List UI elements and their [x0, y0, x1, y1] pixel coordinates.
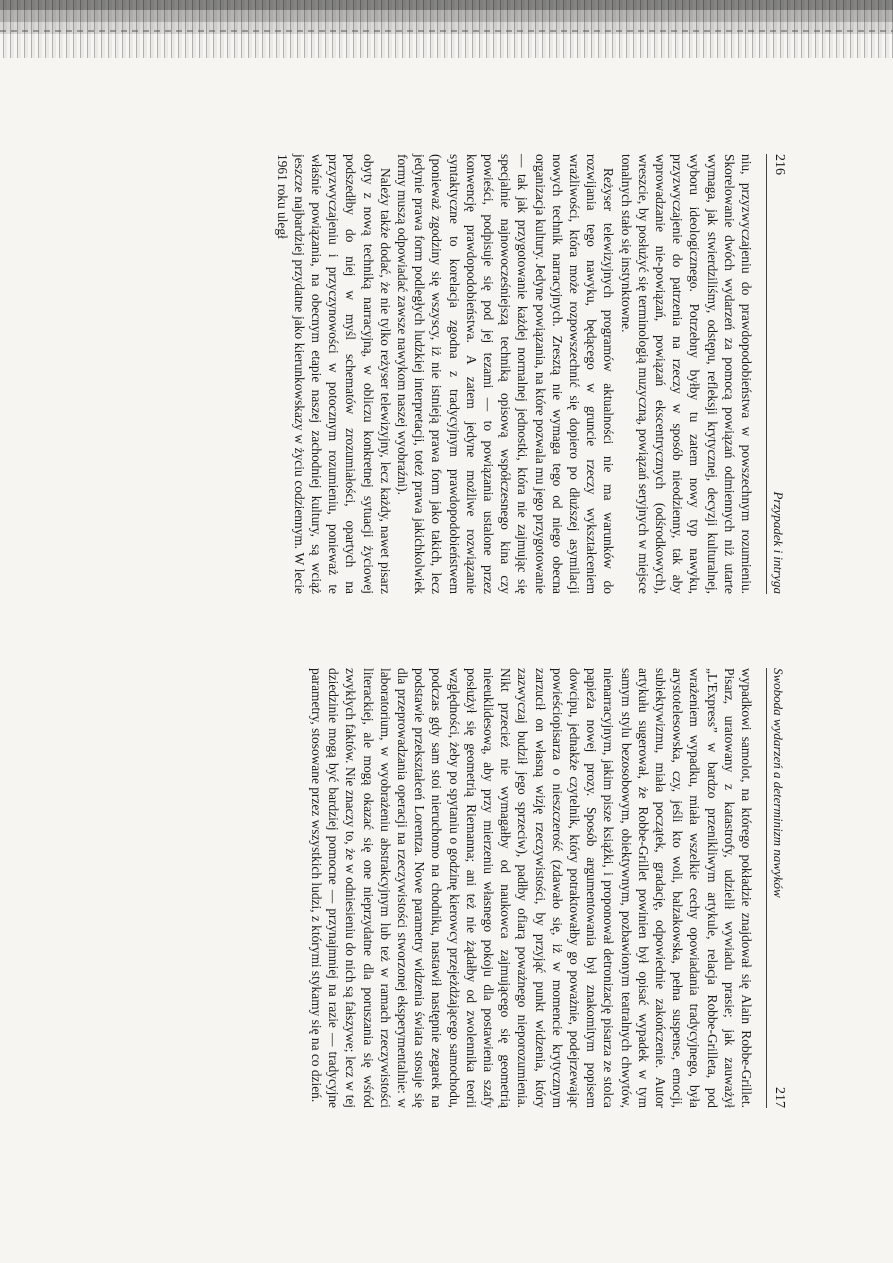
- paragraph: Reżyser telewizyjnych programów aktualności nie ma warunków do rozwijania tego nawyku, będącego w gruncie rzeczy wykształceniem wrażliwości, która może rozpowszechnić się dopiero po dłuższej asymilacji nowych technik narracyjnych. Zresztą nie wymaga tego od niego obecna organizacja kultury. Jedyne powiązania, na które pozwala mu jego przygotowanie — tak jak przygotowanie każdej normalnej jednostki, która nie zajmując się specjalnie najnowocześniejszą techniką opisową współczesnego kina czy powieści, podpisuje się pod jej tezami — to powiązania ustalone przez konwencję prawdopodobieństwa. A zatem jedyne możliwe rozwiązanie syntaktyczne to korelacja zgodna z tradycyjnym prawdopodobieństwem (ponieważ zgodziny się wszyscy, iż nie istnieją prawa form jako takich, lecz jedynie prawa form podległych ludzkiej interpretacji, toteż prawa jakichkolwiek formy muszą odpowiadać zawsze nawykom naszej wyobraźni).: [394, 154, 617, 594]
- running-head-title-left: Przypadek i intryga: [771, 491, 786, 594]
- left-running-head: [766, 154, 789, 594]
- right-running-head: [766, 668, 789, 1108]
- left-page: [105, 154, 795, 594]
- right-body-text: [308, 668, 755, 1108]
- running-head-title-right: Swoboda wydarzeń a determinizm nawyków: [771, 668, 786, 898]
- page-number-right: 217: [772, 1087, 787, 1108]
- paragraph: wypadkowi samolot, na którego pokładzie znajdował się Alain Robbe-Grillet. Pisarz, uratowany z katastrofy, udzielił wywiadu prasie; jak zauważył „L'Express” w bardzo przenikliwym artykule, relacja Robbe-Grilleta, pod wrażeniem wypadku, miała wszelkie cechy opowiadania tradycyjnego, była arystotelesowska, czy, jeśli kto woli, balzakowska, pełna suspense, emocji, subiektywizmu, miała początek, gradację, odpowiednie zakończenie. Autor artykułu sugerował, że Robbe-Grillet powinien był opisać wypadek w tym samym stylu bezosobowym, obiektywnym, pozbawionym teatralnych chwytów, nienarracyjnym, jakim pisze książki, i proponował detronizację pisarza ze stolca papieża nowej prozy. Sposób argumentowania był znakomitym popisem dowcipu, jednakże czytelnik, który potraktowałby go poważnie, podejrzewając powieściopisarza o nieszczerość (zdawało się, iż w momencie krytycznym zarzucił on własną wizję rzeczywistości, by przyjąć punkt widzenia, który zazwyczaj budził jego sprzeciw), padłby ofiarą poważnego nieporozumienia. Nikt przecież nie wymagałby od naukowca zajmującego się geometrią nieeuklidesową, aby przy mierzeniu własnego pokoju dla postawienia szafy posłużył się geometrią Riemanna; ani też nie żądałby od zwolennika teorii względności, żeby po spytaniu o godzinę kierowcy przejeżdżającego samochodu, podczas gdy sam stoi nieruchomo na chodniku, nastawił następnie zegarek na podstawie przekształceń Lorentza. Nowe parametry widzenia świata stosuje się dla przeprowadzania operacji na rzeczywistości stworzonej eksperymentalnie: w laboratorium, w wyobrażeniu abstrakcyjnym lub też w ramach rzeczywistości literackiej, ale mogą okazać się one nieprzydatne dla poruszania się wśród zwykłych faktów. Nie znaczy to, że w odniesieniu do nich są fałszywe; lecz w tej dziedzinie mogą być bardziej pomocne — przynajmniej na razie — tradycyjne parametry, stosowane przez wszystkich ludzi, z którymi stykamy się na co dzień.: [308, 668, 754, 1108]
- left-body-text: [273, 154, 755, 594]
- paragraph: Należy także dodać, że nie tylko reżyser telewizyjny, lecz każdy, nawet pisarz obyty z nową techniką narracyjną, w obliczu konkretnej sytuacji życiowej podszedłby do niej w myśl schematów zrozumiałości, opartych na przyzwyczajeniu i przyczynowości w potocznym rozumieniu, ponieważ te właśnie powiązania, na obecnym etapie naszej zachodniej kultury, są wciąż jeszcze najbardziej przydatne jako kierunkowskazy w życiu codziennym. W lecie 1961 roku uległ: [274, 154, 393, 594]
- book-spread: [105, 131, 795, 1131]
- scanner-edge-artifact: [0, 0, 893, 58]
- right-page: [105, 668, 795, 1108]
- page-number-left: 216: [772, 154, 787, 175]
- paragraph: niu, przyzwyczajeniu do prawdopodobieństwa w powszechnym rozumieniu. Skorelowanie dwóch wydarzeń za pomocą powiązań odmiennych niż utarte wymaga, jak stwierdziliśmy, odstępu, refleksji krytycznej, decyzji kulturalnej, wyboru ideologicznego. Potrzebny byłby tu zatem nowy typ nawyku, przyzwyczajenie do patrzenia na rzeczy w sposób nieodzienny, tak aby wprowadzanie nie-powiązań, powiązań ekscentrycznych (odśrodkowych), wreszcie, by posłużyć się terminologią muzyczną, powiązań seryjnych w miejsce tonalnych stało się instynktowne.: [618, 154, 754, 594]
